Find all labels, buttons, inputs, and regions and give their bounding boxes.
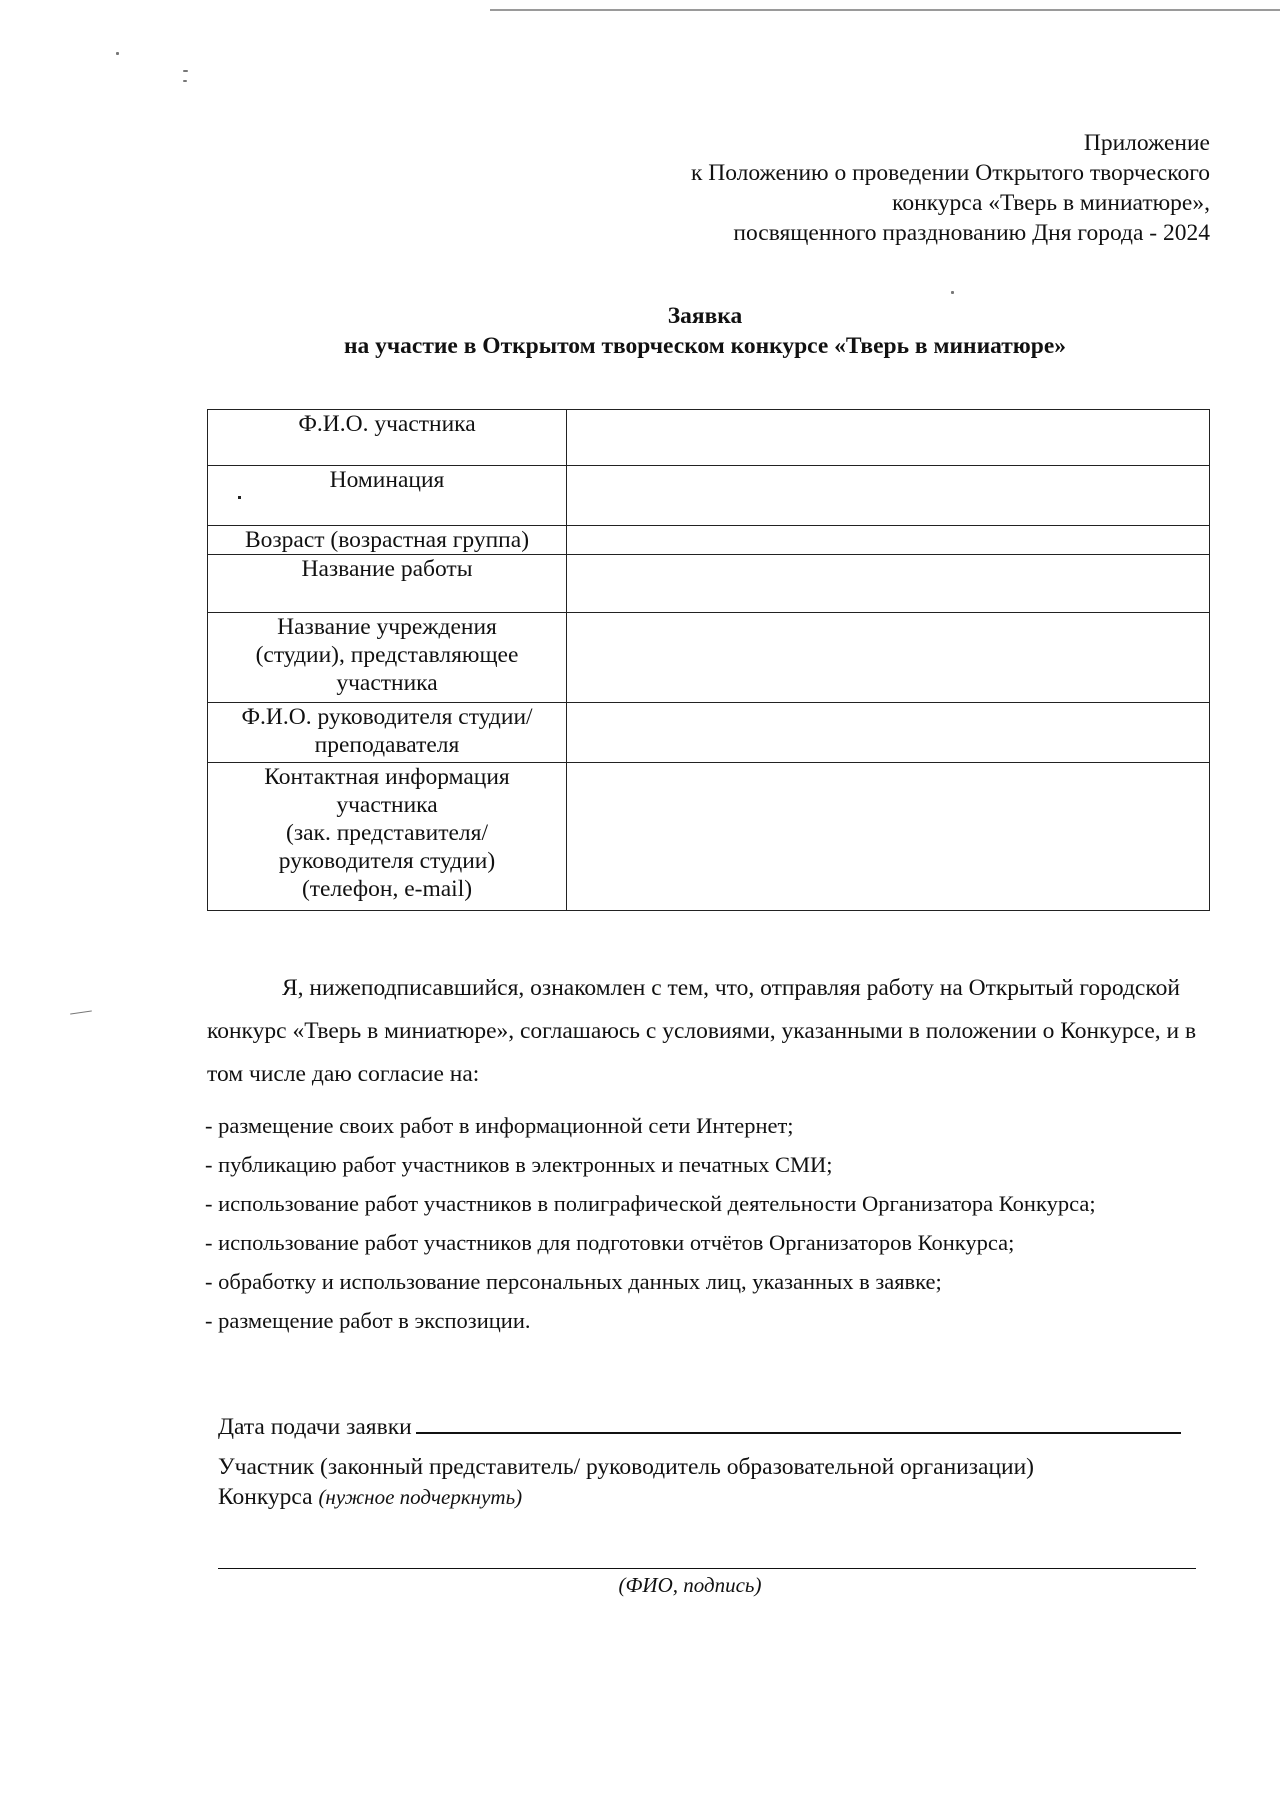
date-row	[218, 1410, 1218, 1442]
contest-word: Конкурса	[218, 1484, 313, 1510]
table-row	[208, 526, 1210, 555]
label-line: участника	[336, 670, 438, 696]
consent-item: - публикацию работ участников в электронных и печатных СМИ;	[205, 1152, 833, 1177]
label-line: Название работы	[301, 556, 473, 582]
row-label-participant-name	[208, 410, 567, 466]
label-line: Ф.И.О. руководителя студии/	[241, 704, 533, 730]
contact-info-field[interactable]	[567, 763, 1210, 911]
signature-block	[218, 1410, 1218, 1512]
title-line-1: Заявка	[667, 303, 743, 329]
scan-top-edge-line	[490, 9, 1280, 11]
label-line: Возраст (возрастная группа)	[244, 527, 530, 553]
consent-paragraph	[207, 967, 1207, 1096]
table-row	[208, 703, 1210, 763]
contest-row	[218, 1482, 1218, 1512]
table-row	[208, 466, 1210, 526]
consent-item: - обработку и использование персональных данных лиц, указанных в заявке;	[205, 1269, 942, 1294]
title-line-2: на участие в Открытом творческом конкурсе «Тверь в миниатюре»	[343, 333, 1067, 359]
row-label-work-title	[208, 555, 567, 613]
scan-speck	[183, 80, 187, 82]
scan-speck	[951, 291, 954, 294]
appendix-header	[560, 128, 1210, 248]
label-line: Контактная информация	[264, 764, 510, 790]
label-line: преподавателя	[314, 732, 460, 758]
work-title-field[interactable]	[567, 555, 1210, 613]
table-row	[208, 555, 1210, 613]
consent-items-list	[205, 1106, 1215, 1340]
scan-speck	[116, 52, 119, 55]
nomination-field[interactable]	[567, 466, 1210, 526]
table-row	[208, 410, 1210, 466]
table-row	[208, 613, 1210, 703]
appendix-line-4: посвященного празднованию Дня города - 2024	[733, 220, 1210, 246]
date-label: Дата подачи заявки	[218, 1414, 412, 1440]
appendix-line-2: к Положению о проведении Открытого творческого	[690, 160, 1210, 186]
consent-item: - размещение работ в экспозиции.	[205, 1308, 531, 1333]
document-title	[205, 301, 1205, 361]
consent-intro: Я, нижеподписавшийся, ознакомлен с тем, что, отправляя работу на Открытый городской конкурс «Тверь в миниатюре», соглашаюсь с условиями, указанными в положении о Конкурсе, и в том числе даю согласие на:	[207, 975, 1197, 1087]
studio-leader-field[interactable]	[567, 703, 1210, 763]
appendix-line-3: конкурса «Тверь в миниатюре»,	[892, 190, 1210, 216]
appendix-line-1: Приложение	[1083, 130, 1210, 156]
underline-hint: (нужное подчеркнуть)	[318, 1485, 523, 1509]
row-label-nomination	[208, 466, 567, 526]
scan-speck	[183, 70, 188, 72]
consent-item: - использование работ участников для подготовки отчётов Организаторов Конкурса;	[205, 1230, 1015, 1255]
table-row	[208, 763, 1210, 911]
row-label-institution	[208, 613, 567, 703]
institution-field[interactable]	[567, 613, 1210, 703]
label-line: руководителя студии)	[278, 848, 496, 874]
signature-line[interactable]	[218, 1568, 1196, 1569]
age-group-field[interactable]	[567, 526, 1210, 555]
participant-line: Участник (законный представитель/ руководитель образовательной организации)	[218, 1454, 1035, 1480]
participant-name-field[interactable]	[567, 410, 1210, 466]
consent-item: - размещение своих работ в информационной сети Интернет;	[205, 1113, 794, 1138]
date-input-line[interactable]	[416, 1410, 1181, 1434]
stray-dot	[238, 496, 241, 499]
label-line: Ф.И.О. участника	[298, 411, 476, 437]
label-line: (студии), представляющее	[255, 642, 519, 668]
fio-signature-caption: (ФИО, подпись)	[618, 1573, 762, 1597]
application-form-table	[207, 409, 1210, 911]
consent-item: - использование работ участников в полиграфической деятельности Организатора Конкурса;	[205, 1191, 1096, 1216]
label-line: Номинация	[329, 467, 445, 493]
label-line: участника	[336, 792, 438, 818]
scan-speck	[70, 1010, 92, 1014]
row-label-studio-leader	[208, 703, 567, 763]
row-label-age-group	[208, 526, 567, 555]
label-line: (телефон, e-mail)	[301, 876, 473, 902]
label-line: Название учреждения	[277, 614, 497, 640]
label-line: (зак. представителя/	[286, 820, 488, 846]
row-label-contact-info	[208, 763, 567, 911]
